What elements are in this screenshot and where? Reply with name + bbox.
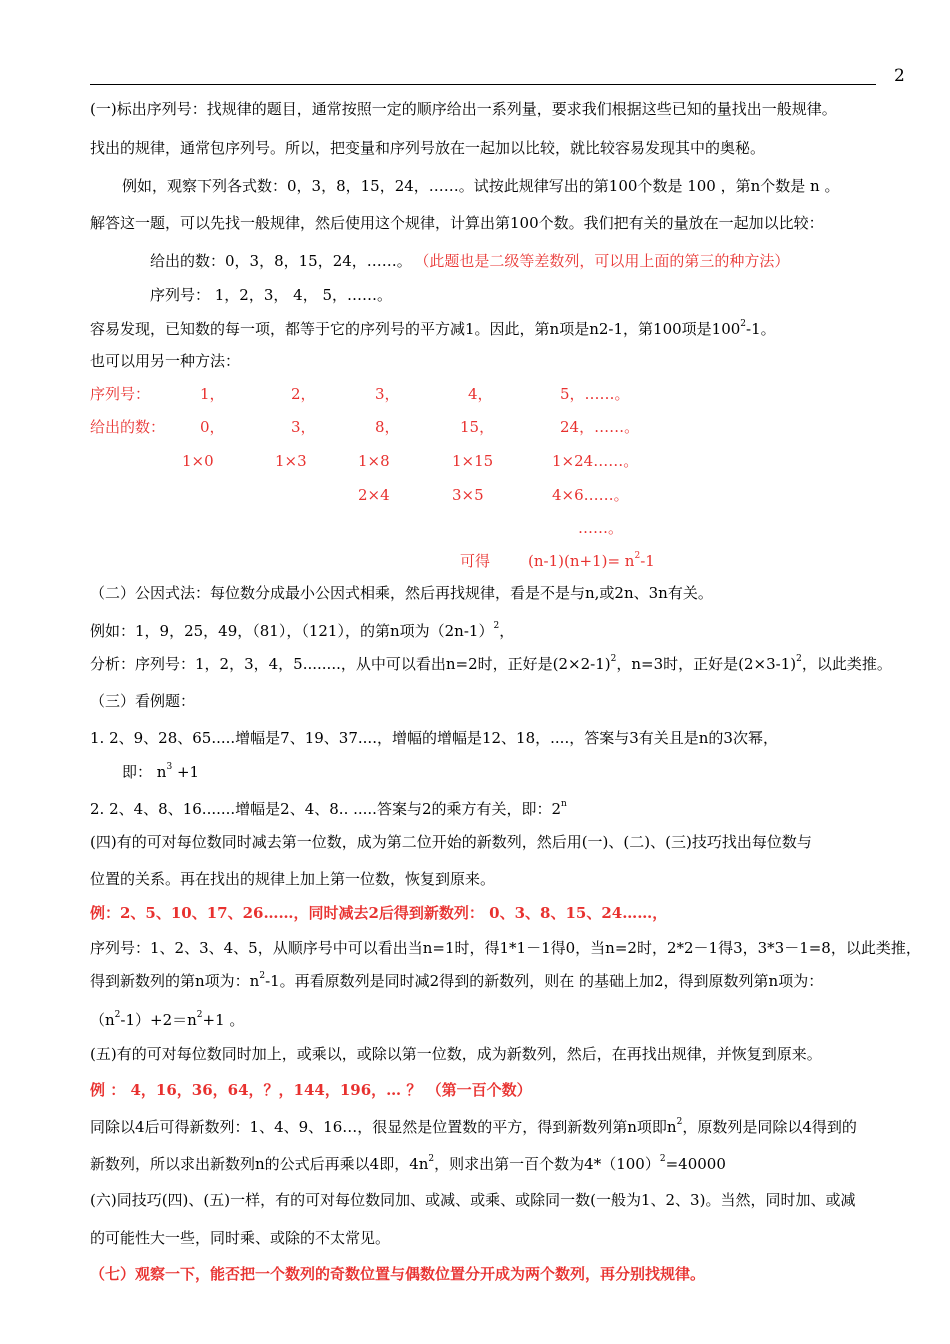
table-cell: 1×0: [182, 452, 214, 470]
discovery-text: 容易发现，已知数的每一项，都等于它的序列号的平方减1。因此，第n项是n2-1，第100项是100: [90, 320, 741, 338]
superscript: 2: [610, 654, 617, 664]
formula-text: (n-1)(n+1)= n: [528, 552, 635, 570]
section-6-line-1: (六)同技巧(四)、(五)一样，有的可对每位数同加、或减、或乘、或除同一数(一般为1、2、3)。当然，同时加、或减: [90, 1191, 856, 1209]
table-cell: 1×24……。: [552, 452, 639, 470]
section-5-heading: (五)有的可对每位数同时加上，或乘以，或除以第一位数，成为新数列，然后，在再找出规律，并恢复到原来。: [90, 1045, 822, 1063]
section-5-example: 例 ： 4，16，36，64，？，144，196，… ？ （第一百个数）: [90, 1081, 532, 1099]
result-label: 可得: [460, 552, 491, 570]
explain-text: 同除以4后可得新数列：1、4、9、16…，很显然是位置数的平方，得到新数列第n项即n: [90, 1118, 677, 1136]
example-1: 1. 2、9、28、65.....增幅是7、19、37....，增幅的增幅是12、18，....，答案与3有关且是n的3次幂，: [90, 729, 778, 747]
section-4-example: 例：2、5、10、17、26……，同时减去2后得到新数列： 0、3、8、15、24……，: [90, 904, 668, 922]
example-tail: ，: [499, 622, 515, 640]
table-cell: 8，: [375, 418, 400, 436]
section-6-line-2: 的可能性大一些，同时乘、或除的不太常见。: [90, 1229, 391, 1247]
explain-tail: ，原数列是同除以4得到的: [682, 1118, 857, 1136]
given-numbers: 给出的数：0，3，8，15，24，……。: [150, 252, 412, 270]
page-number: 2: [894, 66, 905, 86]
discovery-line: [90, 320, 776, 338]
table-cell: 1×15: [452, 452, 494, 470]
note-red: （此题也是二级等差数列，可以用上面的第三的种方法）: [421, 252, 790, 270]
result-text: （n: [90, 1011, 115, 1029]
analysis-tail: ，以此类推。: [801, 655, 892, 673]
example-2: [90, 800, 567, 818]
section-4-line-1: (四)有的可对每位数同时减去第一位数，成为第二位开始的新数列，然后用(一)、(二)、(三)技巧找出每位数与: [90, 833, 812, 851]
superscript: 2: [259, 971, 266, 981]
formula-tail: -1: [640, 552, 655, 570]
section-5-explain-2: [90, 1155, 726, 1173]
result-tail: +1 。: [202, 1011, 245, 1029]
section-4-result: [90, 1011, 244, 1029]
section-2-example: [90, 622, 514, 640]
result-text: -1）+2＝n: [120, 1011, 197, 1029]
section-4-line-2: 位置的关系。再在找出的规律上加上第一位数，恢复到原来。: [90, 870, 496, 888]
superscript: 2: [659, 1154, 666, 1164]
section-4-explain-1: 序列号：1、2、3、4、5，从顺序号中可以看出当n=1时，得1*1－1得0，当n=2时，2*2－1得3，3*3－1=8，以此类推，: [90, 939, 921, 957]
superscript: 2: [114, 1010, 121, 1020]
another-method-line: 也可以用另一种方法：: [90, 352, 241, 370]
answer-text: 即： n: [122, 763, 167, 781]
section-4-explain-2: [90, 972, 823, 990]
table-cell: 5，……。: [560, 385, 630, 403]
table-cell: 4，: [468, 385, 493, 403]
discovery-tail: -1。: [746, 320, 776, 338]
superscript: n: [561, 799, 567, 809]
given-numbers-line: [150, 252, 789, 270]
superscript: 2: [493, 621, 500, 631]
section-7-heading: （七）观察一下，能否把一个数列的奇数位置与偶数位置分开成为两个数列，再分别找规律。: [90, 1265, 706, 1283]
table-cell: 2×4: [358, 486, 390, 504]
explain-text: 新数列，所以求出新数列n的公式后再乘以4即，4n: [90, 1155, 429, 1173]
table-cell: ……。: [578, 519, 624, 537]
section-2-heading: （二）公因式法：每位数分成最小公因式相乘，然后再找规律，看是不是与n,或2n、3n有关。: [90, 584, 713, 602]
result-formula: [528, 552, 655, 570]
row-label-sequence: 序列号：: [90, 385, 151, 403]
example-line: 例如，观察下列各式数：0，3，8，15，24，……。试按此规律写出的第100个数是 100 ，第n个数是 n 。: [122, 177, 840, 195]
explain-text: 得到新数列的第n项为：n: [90, 972, 260, 990]
superscript: 2: [428, 1154, 435, 1164]
superscript: 2: [796, 654, 802, 664]
row-label-given: 给出的数：: [90, 418, 166, 436]
table-cell: 1，: [200, 385, 225, 403]
superscript: 2: [676, 1117, 683, 1127]
section-3-heading: （三）看例题：: [90, 692, 196, 710]
example-text: 2. 2、4、8、16.......增幅是2、4、8.. .....答案与2的乘方有关，即：2: [90, 800, 562, 818]
table-cell: 3，: [375, 385, 400, 403]
table-cell: 1×3: [275, 452, 307, 470]
table-cell: 15，: [460, 418, 495, 436]
para-1-line-2: 找出的规律，通常包序列号。所以，把变量和序列号放在一起加以比较，就比较容易发现其中的奥秘。: [90, 139, 766, 157]
superscript: 2: [196, 1010, 203, 1020]
sequence-number-line: 序列号： 1，2，3， 4， 5，……。: [150, 286, 393, 304]
example-1-answer: [122, 763, 199, 781]
table-cell: 24，……。: [560, 418, 640, 436]
section-2-analysis: [90, 655, 892, 673]
table-cell: 2，: [291, 385, 316, 403]
example-text: 例如：1，9，25，49，（81），（121），的第n项为（2n-1）: [90, 622, 494, 640]
analysis-text: 分析：序列号：1，2，3，4，5........，从中可以看出n=2时，正好是(2×2-1): [90, 655, 611, 673]
header-rule: [90, 84, 876, 85]
table-cell: 0，: [200, 418, 225, 436]
superscript: 2: [634, 551, 641, 561]
para-1-line-1: (一)标出序列号：找规律的题目，通常按照一定的顺序给出一系列量，要求我们根据这些已知的量找出一般规律。: [90, 100, 837, 118]
explain-text: ，则求出第一百个数为4*（100）: [434, 1155, 660, 1173]
explain-tail: -1。再看原数列是同时减2得到的新数列，则在 的基础上加2，得到原数列第n项为：: [265, 972, 824, 990]
solution-line: 解答这一题，可以先找一般规律，然后使用这个规律，计算出第100个数。我们把有关的量放在一起加以比较：: [90, 214, 824, 232]
table-cell: 4×6……。: [552, 486, 629, 504]
superscript: 3: [166, 762, 173, 772]
explain-tail: =40000: [665, 1155, 726, 1173]
superscript: 2: [740, 319, 747, 329]
analysis-text: ，n=3时，正好是(2×3-1): [616, 655, 797, 673]
table-cell: 1×8: [358, 452, 390, 470]
table-cell: 3×5: [452, 486, 484, 504]
answer-tail: +1: [172, 763, 200, 781]
section-5-explain-1: [90, 1118, 857, 1136]
table-cell: 3，: [291, 418, 316, 436]
